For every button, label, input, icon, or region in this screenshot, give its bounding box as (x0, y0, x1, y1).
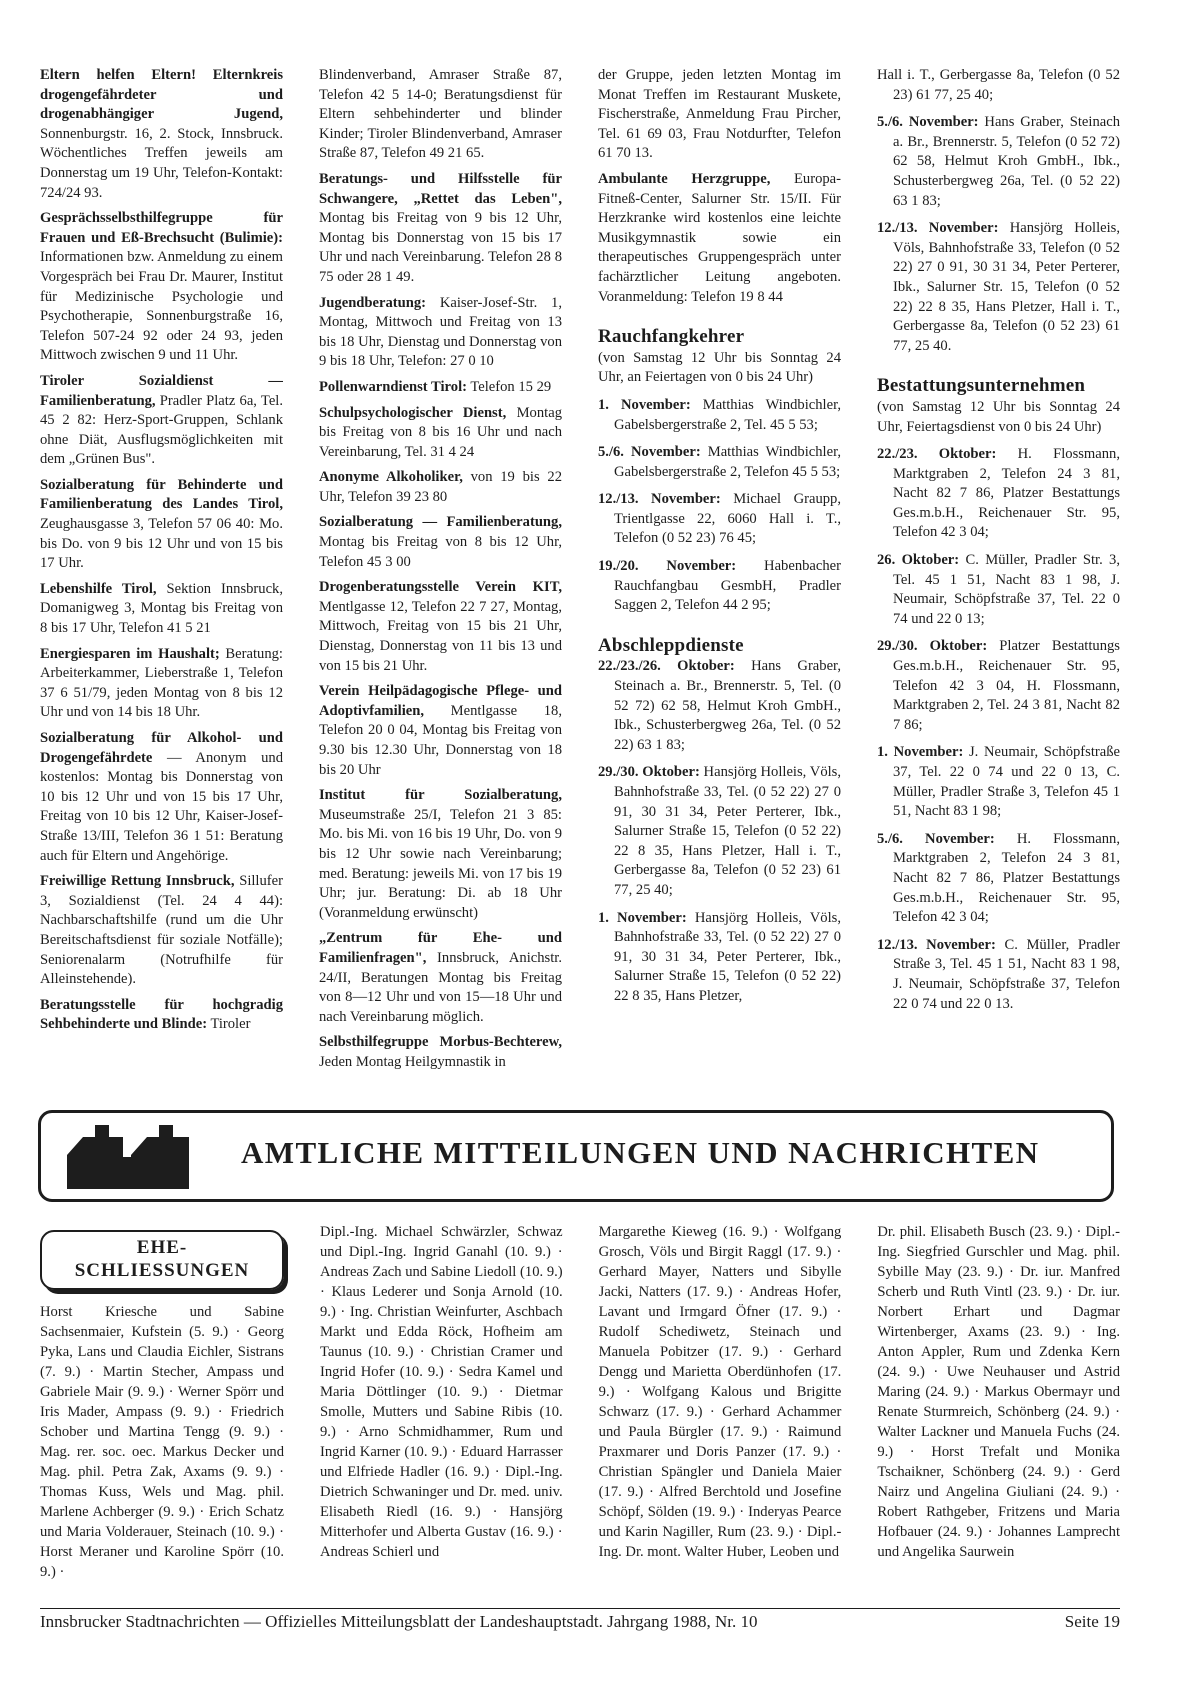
footer (40, 1612, 1120, 1632)
entry-title: 22./23./26. Oktober: (598, 658, 735, 675)
listing-entry (598, 557, 841, 616)
entry-text: Sonnenburgstr. 16, 2. Stock, Innsbruck. Wöchentliches Treffen jeweils am Donnerstag um 19 Uhr, Telefon-Kontakt: 724/24 93. (40, 125, 283, 201)
listing-entry (877, 219, 1120, 356)
banner-title: AMTLICHE MITTEILUNGEN UND NACHRICHTEN (241, 1135, 1040, 1170)
entry-title: Beratungsstelle für hochgradig Sehbehinderte und Blinde: (40, 996, 283, 1033)
entry-text: Telefon 15 29 (466, 378, 552, 395)
entry-text: Hans Graber, Steinach a. Br., Brennerstr. 5, Tel. (0 52 72) 62 58, Helmut Kroh GmbH., Ibk., Schusterbergweg 26a, Tel. (0 52 22) 63 1 83; (614, 658, 841, 753)
entry-title: Gesprächsselbsthilfegruppe für Frauen und Eß-Brechsucht (Bulimie): (40, 210, 283, 246)
entry-title: Selbsthilfegruppe Morbus-Bechterew, (319, 1034, 562, 1051)
ehe-text-4: Dr. phil. Elisabeth Busch (23. 9.) · Dipl.-Ing. Siegfried Gurschler und Mag. phil. Sybille May (23. 9.) · Dr. iur. Manfred Scherb und Ruth Vintl (23. 9.) · Dr. iur. Norbert Erhart und Dagmar Wirtenberger, Axams (23. 9.) · Ing. Anton Appler, Rum und Zdenka Kern (24. 9.) · Uwe Neuhauser und Astrid Maring (24. 9.) · Markus Obermayr und Renate Sturmreich, Schönberg (24. 9.) · Walter Lackner und Manuela Fuchs (24. 9.) · Horst Trefalt und Monika Tschaikner, Schönberg (24. 9.) · Gerd Nairz und Angelina Giuliani (24. 9.) · Robert Rathgeber, Fritzens und Maria Hofbauer (24. 9.) · Johannes Lamprecht und Angelika Saurwein (877, 1224, 1120, 1560)
ehe-title-line1: EHE- (136, 1237, 188, 1258)
listing-entry (598, 909, 841, 1007)
ehe-text-2: Dipl.-Ing. Michael Schwärzler, Schwaz und Dipl.-Ing. Ingrid Ganahl (10. 9.) · Andreas Zach und Sabine Liedoll (10. 9.) · Klaus Lederer und Sonja Arnold (10. 9.) · Ing. Christian Weinfurter, Aschbach Markt und Edda Röck, Hofheim am Taunus (10. 9.) · Christian Cramer und Ingrid Hofer (10. 9.) · Sedra Kamel und Maria Döttlinger (10. 9.) · Dietmar Smolle, Mutters und Sabine Ribis (10. 9.) · Arno Schmidhammer, Rum und Ingrid Karner (10. 9.) · Eduard Harrasser und Elfriede Hadler (16. 9.) · Dipl.-Ing. Dietrich Schwaninger und Dr. med. univ. Elisabeth Riedl (16. 9.) · Hansjörg Mitterhofer und Alberta Gustav (16. 9.) · Andreas Schierl und (320, 1224, 563, 1560)
entry-title: Verein Heilpädagogische Pflege- und Adoptivfamilien, (319, 683, 562, 719)
listing-entry (877, 637, 1120, 735)
listing-entry (877, 830, 1120, 928)
footer-rule (40, 1608, 1120, 1609)
entry-text: Habenbacher Rauchfangbau GesmbH, Pradler Saggen 2, Telefon 44 2 95; (614, 558, 841, 614)
section-banner (38, 1110, 1114, 1202)
entry-text: Montag bis Freitag von 8 bis 16 Uhr und nach Vereinbarung, Tel. 31 4 24 (319, 404, 562, 460)
entry-text: Hall i. T., Gerbergasse 8a, Telefon (0 52 23) 61 77, 25 40; (877, 67, 1120, 103)
listing-entry (40, 580, 283, 639)
entry-text: Pradler Platz 6a, Tel. 45 2 82: Herz-Sport-Gruppen, Schlank ohne Diät, Ausflugsmöglichkeiten mit dem „Grünen Bus". (40, 392, 283, 468)
listing-entry (598, 396, 841, 435)
listing-entry (319, 1033, 562, 1072)
listing-entry (598, 66, 841, 164)
entry-text: Informationen bzw. Anmeldung zu einem Vorgespräch bei Frau Dr. Maurer, Institut für Medizinische Psychologie und Psychotherapie, Sonnenburgstraße 16, Telefon 507-24 92 oder 24 93, jeden Mittwoch zwischen 9 und 11 Uhr. (40, 249, 283, 364)
entry-title: 5./6. November: (598, 444, 701, 461)
listing-entry (319, 513, 562, 572)
listing-entry (319, 786, 562, 923)
entry-text: Hansjörg Holleis, Völs, Bahnhofstraße 33, Tel. (0 52 22) 27 0 91, 30 31 34, Peter Perterer, Ibk., Salurner Straße 15, Telefon (0 52 22) 22 8 35, Hans Pletzer, Hall i. T., Gerbergasse 8a, Telefon (0 52 23) 61 77, 25 40; (614, 764, 841, 898)
listing-entry (319, 378, 562, 398)
entry-text: C. Müller, Pradler Str. 3, Tel. 45 1 51, Nacht 83 1 98, J. Neumair, Schöpfstraße 37, Tel. 22 0 74 und 22 0 13; (893, 552, 1120, 627)
listing-entry (40, 645, 283, 723)
listing-entry (877, 66, 1120, 105)
entry-title: Beratungs- und Hilfsstelle für Schwangere, „Rettet das Leben", (319, 170, 562, 207)
rauchfangkehrer-note: (von Samstag 12 Uhr bis Sonntag 24 Uhr, an Feiertagen von 0 bis 24 Uhr) (598, 349, 841, 386)
entry-title: Sozialberatung für Alkohol- und Drogengefährdete (40, 730, 283, 766)
listing-entry (319, 294, 562, 372)
column-1 (40, 66, 283, 1096)
listing-entry (598, 443, 841, 482)
entry-title: Ambulante Herzgruppe, (598, 170, 771, 187)
rauchfangkehrer-heading: Rauchfangkehrer (598, 326, 745, 348)
entry-title: 26. Oktober: (877, 552, 960, 569)
entry-title: 22./23. Oktober: (877, 446, 997, 463)
listing-entry (598, 490, 841, 549)
listing-entry (877, 551, 1120, 629)
entry-text: Mentlgasse 12, Telefon 22 7 27, Montag, Mittwoch, Freitag von 15 bis 21 Uhr, Dienstag, Donnerstag von 11 bis 13 und von 15 bis 21 Uhr. (319, 598, 562, 674)
entry-title: „Zentrum für Ehe- und Familienfragen", (319, 930, 562, 966)
listing-entry (40, 996, 283, 1035)
entry-title: Tiroler Sozialdienst — Familienberatung, (40, 372, 283, 409)
entry-title: 29./30. Oktober: (877, 638, 988, 655)
listing-entry (319, 170, 562, 288)
entry-text: Montag bis Freitag von 8 bis 12 Uhr, Telefon 45 3 00 (319, 534, 562, 570)
entry-title: 12./13. November: (598, 491, 721, 508)
entry-text: J. Neumair, Schöpfstraße 37, Tel. 22 0 74 und 22 0 13, C. Müller, Pradler Straße 3, Telefon 45 1 51, Nacht 83 1 98; (893, 744, 1120, 820)
bestattung-note: (von Samstag 12 Uhr bis Sonntag 24 Uhr, Feiertagsdienst von 0 bis 24 Uhr) (877, 398, 1120, 435)
entry-title: 29./30. Oktober: (598, 764, 700, 781)
entry-title: Anonyme Alkoholiker, (319, 469, 463, 486)
column-2 (319, 66, 562, 1096)
listing-entry (40, 872, 283, 990)
entry-text: Zeughausgasse 3, Telefon 57 06 40: Mo. bis Do. von 9 bis 12 Uhr und von 15 bis 17 Uhr. (40, 516, 283, 572)
city-emblem-icon (61, 1121, 201, 1196)
listing-entry (319, 66, 562, 164)
entry-title: Sozialberatung für Behinderte und Familienberatung des Landes Tirol, (40, 476, 283, 513)
page-number: Seite 19 (1064, 1612, 1120, 1631)
entry-title: Sozialberatung — Familienberatung, (319, 514, 562, 531)
bestattung-heading: Bestattungsunternehmen (877, 375, 1086, 397)
entry-text: C. Müller, Pradler Straße 3, Tel. 45 1 51, Nacht 83 1 98, J. Neumair, Schöpfstraße 37, Telefon 22 0 74 und 22 0 13. (893, 936, 1120, 1012)
entry-title: 1. November: (598, 396, 691, 413)
entry-text: Matthias Windbichler, Gabelsbergerstraße 2, Telefon 45 5 53; (614, 444, 841, 480)
entry-text: Platzer Bestattungs Ges.m.b.H., Reichenauer Str. 95, Telefon 42 3 04, H. Flossmann, Marktgraben 2, Tel. 24 3 81, Nacht 82 7 86; (893, 638, 1120, 733)
listing-entry (877, 113, 1120, 211)
abschleppdienste-heading: Abschleppdienste (598, 634, 744, 656)
entry-text: Europa-Fitneß-Center, Salurner Str. 15/II. Für Herzkranke wird kostenlos eine leichte Musikgymnastik sowie ein therapeutisches Gruppengespräch unter fachärztlicher Leitung angeboten. Voranmeldung: Telefon 19 8 44 (598, 170, 841, 305)
footer-publication: Innsbrucker Stadtnachrichten — Offizielles Mitteilungsblatt der Landeshauptstadt. Jahrgang 1988, Nr. 10 (40, 1612, 758, 1631)
eheschliessungen-heading (40, 1230, 284, 1290)
ehe-text-1: Horst Kriesche und Sabine Sachsenmaier, Kufstein (5. 9.) · Georg Pyka, Lans und Claudia Eichler, Sistrans (7. 9.) · Martin Stecher, Ampass und Gabriele Mair (9. 9.) · Werner Spörr und Iris Mader, Ampass (9. 9.) · Friedrich Schober und Martina Tengg (9. 9.) · Mag. rer. soc. oec. Markus Decker und Mag. phil. Petra Zak, Axams (9. 9.) · Thomas Kuss, Wels und Mag. phil. Marlene Achberger (9. 9.) · Erich Schatz und Maria Volderauer, Steinach (10. 9.) · Horst Meraner und Karoline Spörr (10. 9.) · (40, 1304, 284, 1580)
entry-title: 5./6. November: (877, 114, 979, 131)
ehe-title-line2: SCHLIESSUNGEN (74, 1260, 250, 1281)
listing-entry (319, 929, 562, 1027)
entry-text: — Anonym und kostenlos: Montag bis Donnerstag von 10 bis 12 Uhr und von 15 bis 17 Uhr, Freitag von 10 bis 12 Uhr, Kaiser-Josef-Straße 13/III, Telefon 36 1 51: Beratung auch für Eltern und Angehörige. (40, 749, 283, 864)
listing-entry (877, 445, 1120, 543)
entry-title: Lebenshilfe Tirol, (40, 580, 157, 597)
listing-entry (40, 372, 283, 470)
entry-text: Sektion Innsbruck, Domanigweg 3, Montag bis Freitag von 8 bis 17 Uhr, Telefon 41 5 21 (40, 580, 283, 637)
entry-text: Museumstraße 25/I, Telefon 21 3 85: Mo. bis Mi. von 16 bis 19 Uhr, Do. von 9 bis 12 Uhr sowie nach Vereinbarung; med. Beratung: jeweils Mi. von 17 bis 19 Uhr; jur. Beratung: Di. ab 18 Uhr (Voranmeldung erwünscht) (319, 806, 562, 921)
listing-entry (319, 578, 562, 676)
entry-text: H. Flossmann, Marktgraben 2, Telefon 24 3 81, Nacht 82 7 86, Platzer Bestattungs Ges.m.b.H., Reichenauer Str. 95, Telefon 42 3 04; (893, 830, 1120, 926)
entry-text: von 19 bis 22 Uhr, Telefon 39 23 80 (319, 469, 562, 505)
listing-entry (598, 763, 841, 900)
column-3 (598, 66, 841, 1096)
entry-text: Mentlgasse 18, Telefon 20 0 04, Montag bis Freitag von 9.30 bis 12.30 Uhr, Donnerstag von 18 bis 20 Uhr (319, 702, 562, 778)
entry-title: Pollenwarndienst Tirol: (319, 378, 467, 395)
listing-entry (319, 468, 562, 507)
entry-text: Tiroler (207, 1016, 251, 1033)
entry-text: Michael Graupp, Trientlgasse 22, 6060 Hall i. T., Telefon (0 52 23) 76 45; (614, 491, 841, 547)
entry-text: Blindenverband, Amraser Straße 87, Telefon 42 5 14-0; Beratungsdienst für Eltern sehbehinderter und blinder Kinder; Tiroler Blindenverband, Amraser Straße 87, Telefon 49 21 65. (319, 67, 562, 162)
entry-title: 1. November: (877, 744, 964, 761)
entry-title: 12./13. November: (877, 220, 999, 237)
ehe-text-3: Margarethe Kieweg (16. 9.) · Wolfgang Grosch, Völs und Birgit Raggl (17. 9.) · Gerhard Mayer, Natters und Sibylle Jacki, Natters (17. 9.) · Andreas Hofer, Lavant und Irmgard Öfner (17. 9.) · Rudolf Schediwetz, Steinach und Manuela Pobitzer (17. 9.) · Gerhard Dengg und Marietta Oberdünhofen (17. 9.) · Wolfgang Kalous und Brigitte Schwarz (17. 9.) · Gerhard Achammer und Paula Bürgler (17. 9.) · Raimund Praxmarer und Doris Panzer (17. 9.) · Christian Spängler und Daniela Maier (17. 9.) · Alfred Berchtold und Josefine Schöpf, Sölden (19. 9.) · Inderyas Pearce und Karin Nagiller, Rum (23. 9.) · Dipl.-Ing. Dr. mont. Walter Huber, Leoben und (598, 1224, 842, 1560)
entry-text: Hansjörg Holleis, Völs, Bahnhofstraße 33, Tel. (0 52 22) 27 0 91, 30 31 34, Peter Perterer, Ibk., Salurner Straße 15, Telefon (0 52 22) 22 8 35, Hans Pletzer, (614, 909, 841, 1004)
entry-text: Beratung: Arbeiterkammer, Lieberstraße 1, Telefon 37 6 51/79, jeden Montag von 8 bis 12 Uhr und von 14 bis 18 Uhr. (40, 645, 283, 721)
listing-entry (319, 404, 562, 463)
top-columns (40, 66, 1120, 1096)
entry-title: 5./6. November: (877, 830, 995, 847)
entry-text: Sillufer 3, Sozialdienst (Tel. 24 4 44): Nachbarschaftshilfe (rund um die Uhr Bereitschaftsdienst für soziale Notfälle); Seniorenalarm (Notrufhilfe für Alleinstehende). (40, 873, 283, 988)
entry-text: Jeden Montag Heilgymnastik in (319, 1053, 506, 1070)
listing-entry (877, 936, 1120, 1014)
entry-title: Eltern helfen Eltern! Elternkreis drogengefährdeter und drogenabhängiger Jugend, (40, 67, 283, 123)
listing-entry (40, 66, 283, 203)
listing-entry (40, 476, 283, 574)
listing-entry (319, 682, 562, 780)
entry-title: Institut für Sozialberatung, (319, 787, 562, 804)
bottom-columns (40, 1222, 1120, 1592)
entry-title: Schulpsychologischer Dienst, (319, 404, 507, 421)
entry-text: Hansjörg Holleis, Völs, Bahnhofstraße 33, Telefon (0 52 22) 27 0 91, 30 31 34, Peter Perterer, Ibk., Salurner Str. 15, Telefon (0 52 22) 22 8 35, Hans Pletzer, Hall i. T., Gerbergasse 8a, Telefon (0 52 23) 61 77, 25 40. (893, 220, 1120, 354)
column-4 (877, 66, 1120, 1096)
ehe-column-1 (40, 1222, 284, 1592)
entry-text: H. Flossmann, Marktgraben 2, Telefon 24 3 81, Nacht 82 7 86, Platzer Bestattungs Ges.m.b.H., Reichenauer Str. 95, Telefon 42 3 04; (893, 446, 1120, 541)
entry-title: Drogenberatungsstelle Verein KIT, (319, 579, 562, 596)
listing-entry (877, 743, 1120, 821)
entry-title: Freiwillige Rettung Innsbruck, (40, 873, 235, 890)
listing-entry (598, 657, 841, 755)
entry-title: Jugendberatung: (319, 294, 427, 311)
entry-text: der Gruppe, jeden letzten Montag im Monat Treffen im Restaurant Muskete, Fischerstraße, Anmeldung Frau Pircher, Tel. 61 69 03, Frau Notdurfter, Telefon 61 70 13. (598, 67, 841, 162)
entry-title: 12./13. November: (877, 936, 996, 953)
entry-text: Kaiser-Josef-Str. 1, Montag, Mittwoch und Freitag von 13 bis 18 Uhr, Dienstag und Donnerstag von 9 bis 18 Uhr, Telefon: 27 0 10 (319, 294, 562, 370)
listing-entry (598, 170, 841, 307)
entry-text: Montag bis Freitag von 9 bis 12 Uhr, Montag bis Donnerstag von 15 bis 17 Uhr und nach Vereinbarung. Telefon 28 8 75 oder 28 1 49. (319, 210, 562, 285)
entry-title: 1. November: (598, 909, 687, 926)
listing-entry (40, 729, 283, 866)
listing-entry (40, 209, 283, 366)
entry-text: Matthias Windbichler, Gabelsbergerstraße 2, Tel. 45 5 53; (614, 396, 841, 433)
entry-title: Energiesparen im Haushalt; (40, 645, 220, 662)
entry-text: Hans Graber, Steinach a. Br., Brennerstr. 5, Telefon (0 52 72) 62 58, Helmut Kroh GmbH., Ibk., Schusterbergweg 26a, Tel. (0 52 22) 63 1 83; (893, 114, 1120, 209)
entry-title: 19./20. November: (598, 558, 737, 575)
entry-text: Innsbruck, Anichstr. 24/II, Beratungen Montag bis Freitag von 8—12 Uhr und von 15—18 Uhr und nach Vereinbarung möglich. (319, 949, 562, 1025)
